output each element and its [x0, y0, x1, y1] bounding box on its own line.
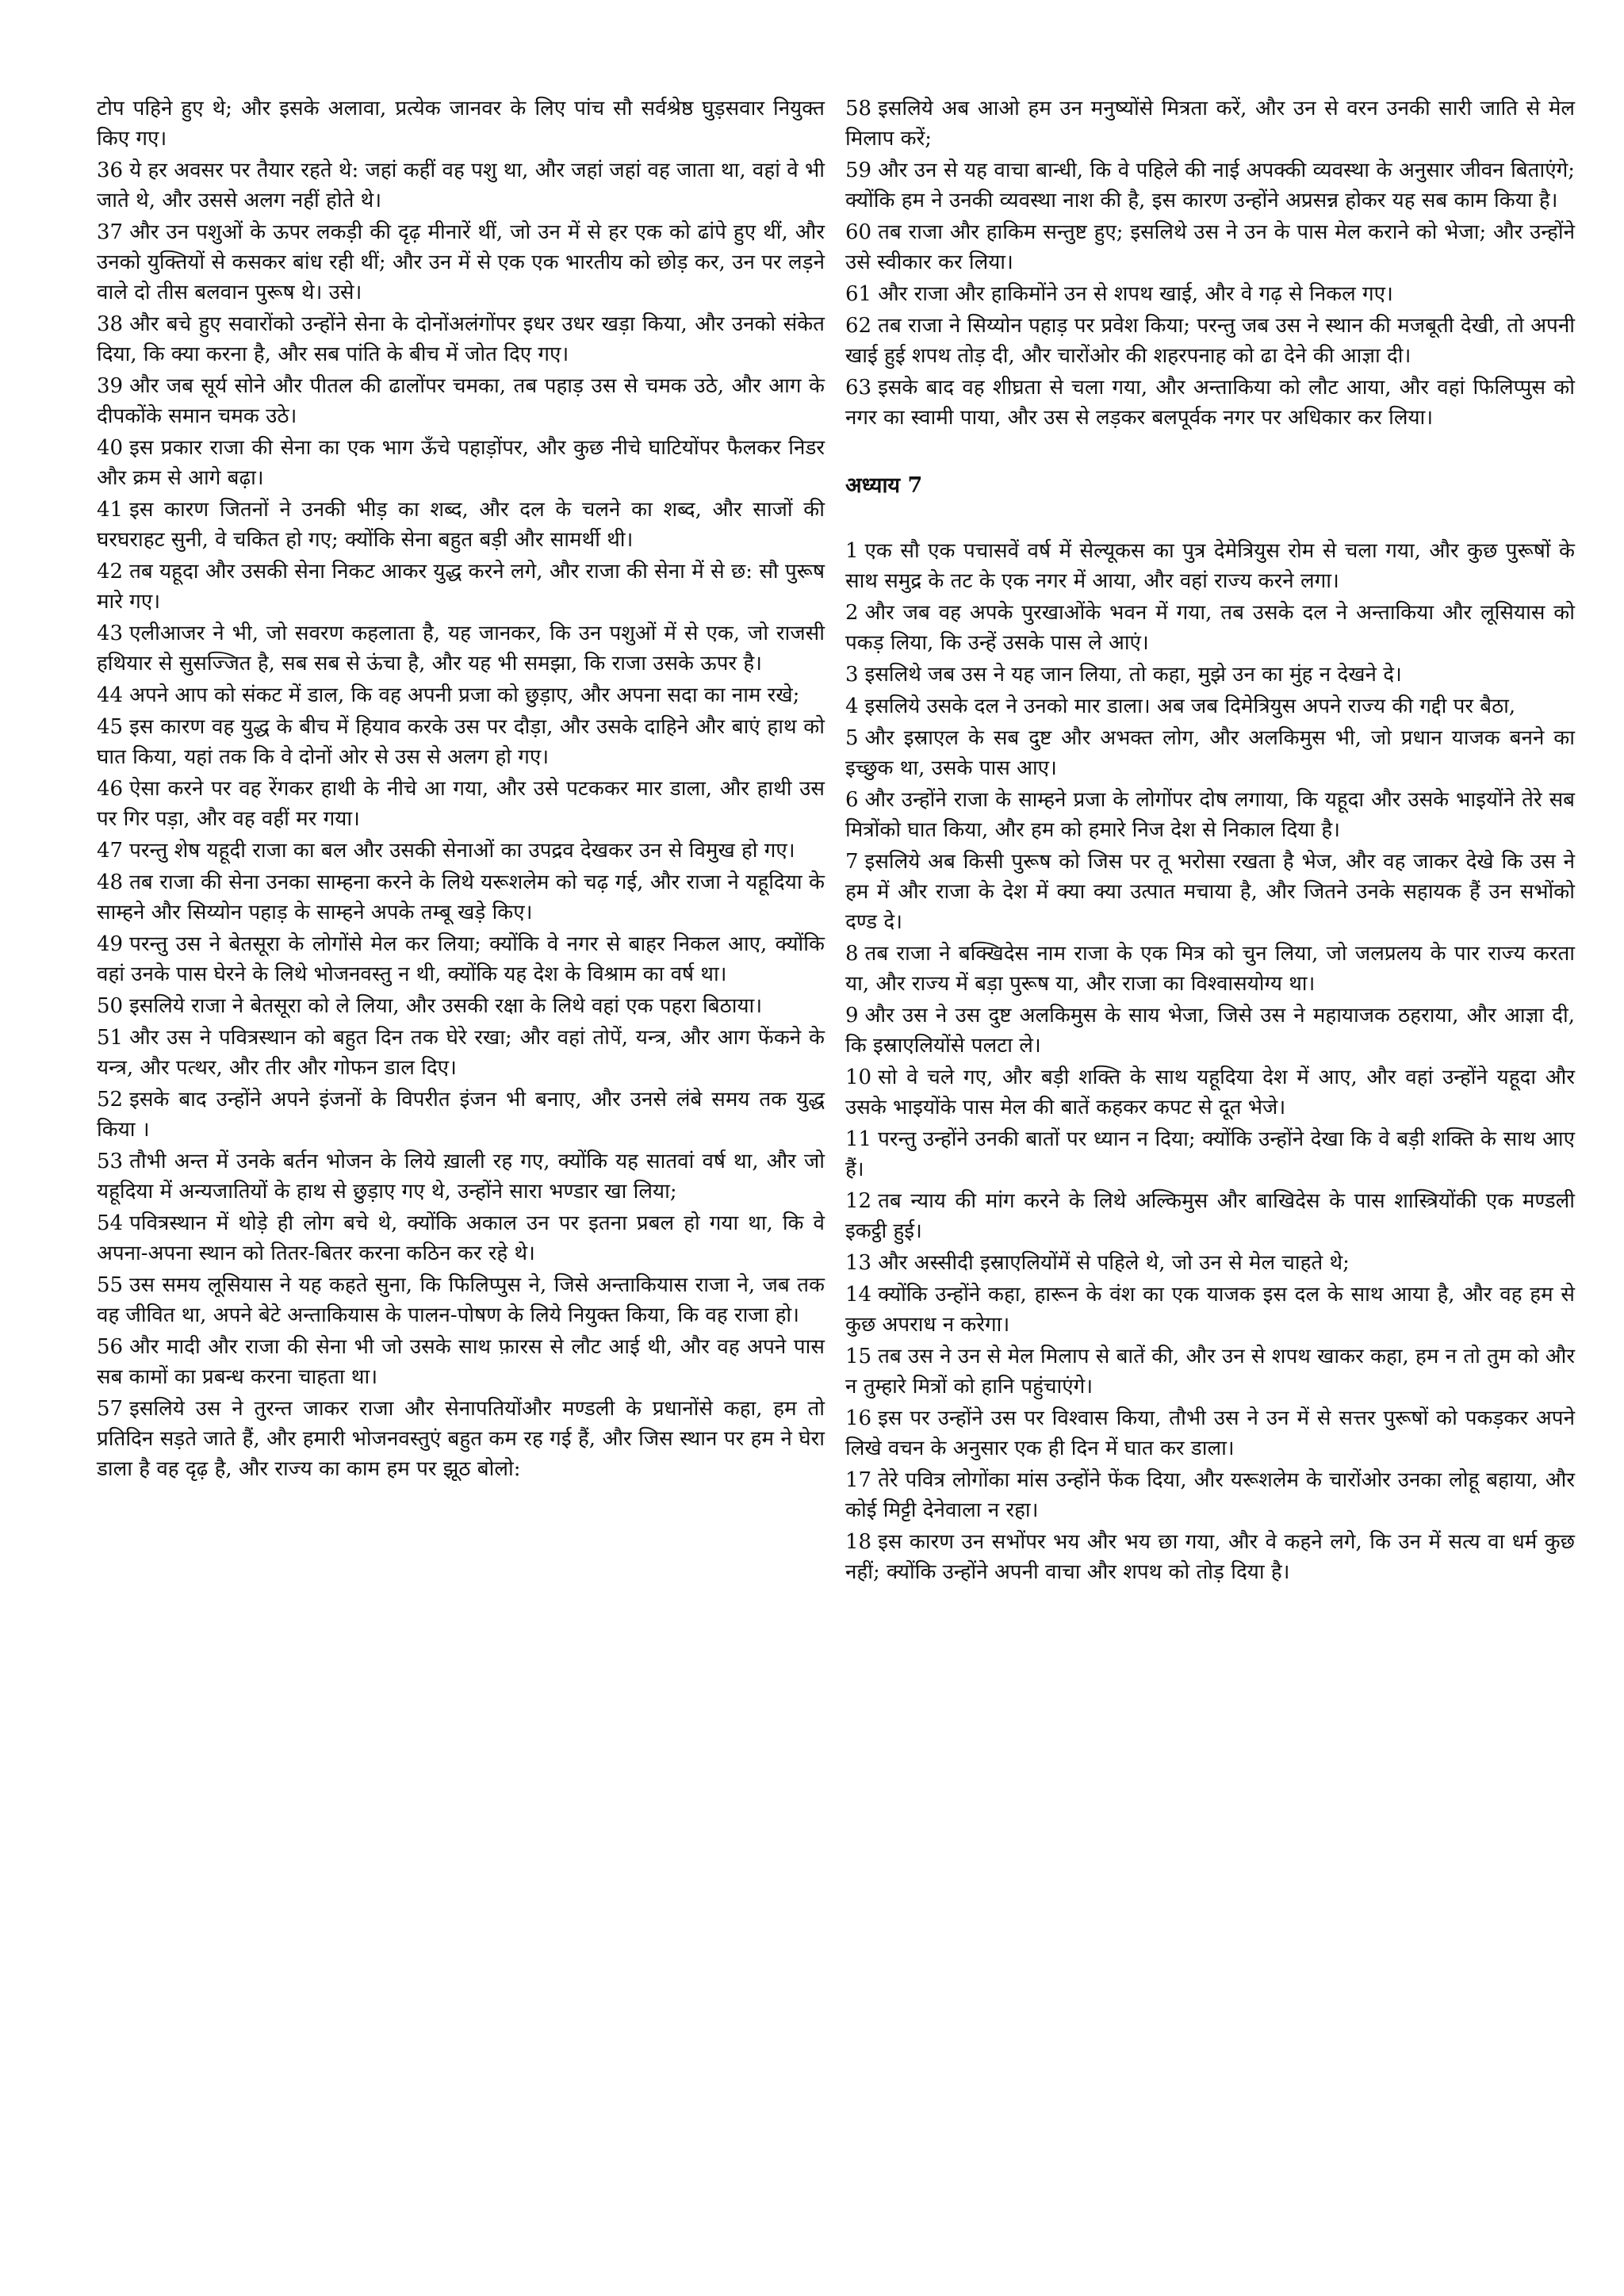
verse-text: और उस ने उस दुष्ट अलकिमुस के साय भेजा, जिसे उस ने महायाजक ठहराया, और आज्ञा दी, कि इस्राएलियोंसे पलटा ले। — [845, 1004, 1575, 1058]
right-column — [845, 94, 1575, 1589]
verse-text: और इस्राएल के सब दुष्ट और अभक्त लोग, और अलकिमुस भी, जो प्रधान याजक बनने का इच्छुक था, उसके पास आए। — [845, 726, 1575, 780]
verse — [845, 155, 1575, 216]
verse-text: तब न्याय की मांग करने के लिथे अल्किमुस और बाखिदेस के पास शास्त्रियोंकी एक मण्डली इकट्ठी हुई। — [845, 1189, 1575, 1243]
verse-text: इस पर उन्होंने उस पर विश्वास किया, तौभी उस ने उन में से सत्तर पुरूषों को पकड़कर अपने लिखे वचन के अनुसार एक ही दिन में घात कर डाला। — [845, 1406, 1575, 1460]
verse — [845, 1062, 1575, 1123]
verse-number: 60 — [845, 220, 872, 244]
verse — [845, 598, 1575, 658]
verse-number: 11 — [845, 1127, 872, 1151]
verse-text: और मादी और राजा की सेना भी जो उसके साथ फ़ारस से लौट आई थी, और वह अपने पास सब कामों का प्रबन्ध करना चाहता था। — [97, 1335, 825, 1389]
verse-text: टोप पहिने हुए थे; और इसके अलावा, प्रत्येक जानवर के लिए पांच सौ सर्वश्रेष्ठ घुड़सवार नियुक्त किए गए। — [97, 97, 825, 151]
verse — [845, 1280, 1575, 1340]
verse — [845, 847, 1575, 937]
verse-text: इसके बाद उन्होंने अपने इंजनों के विपरीत इंजन भी बनाए, और उनसे लंबे समय तक युद्ध किया । — [97, 1088, 825, 1142]
right-column-verses-chapter-6 — [845, 94, 1575, 433]
verse — [97, 774, 825, 834]
verse-text: और उन्होंने राजा के साम्हने प्रजा के लोगोंपर दोष लगाया, कि यहूदा और उसके भाइयोंने तेरे सब मित्रोंको घात किया, और हम को हमारे निज देश से निकाल दिया है। — [845, 788, 1575, 842]
verse — [845, 217, 1575, 277]
verse-text: इसके बाद वह शीघ्रता से चला गया, और अन्ताकिया को लौट आया, और वहां फिलिप्पुस को नगर का स्वामी पाया, और उस से लड़कर बलपूर्वक नगर पर अधिकार कर लिया। — [845, 376, 1575, 430]
verse-text: और जब वह अपके पुरखाओंके भवन में गया, तब उसके दल ने अन्ताकिया और लूसियास को पकड़ लिया, कि उन्हें उसके पास ले आएं। — [845, 601, 1575, 655]
verse — [97, 94, 825, 154]
right-column-verses-chapter-7 — [845, 536, 1575, 1587]
verse-text: इसलिये उसके दल ने उनको मार डाला। अब जब दिमेत्रियुस अपने राज्य की गद्दी पर बैठा, — [864, 695, 1516, 718]
verse — [845, 939, 1575, 999]
verse-number: 63 — [845, 376, 872, 400]
verse-text: इस कारण जितनों ने उनकी भीड़ का शब्द, और दल के चलने का शब्द, और साजों की घरघराहट सुनी, वे चकित हो गए; क्योंकि सेना बहुत बड़ी और सामर्थी थी। — [97, 498, 825, 552]
verse-text: इसलिये अब आओ हम उन मनुष्योंसे मित्रता करें, और उन से वरन उनकी सारी जाति से मेल मिलाप करें; — [845, 97, 1575, 151]
verse-text: तब राजा और हाकिम सन्तुष्ट हुए; इसलिथे उस ने उन के पास मेल कराने को भेजा; और उन्होंने उसे स्वीकार कर लिया। — [845, 220, 1575, 274]
verse-number: 52 — [97, 1088, 124, 1112]
verse — [97, 991, 825, 1021]
verse — [97, 836, 825, 866]
verse-text: तब राजा की सेना उनका साम्हना करने के लिथे यरूशलेम को चढ़ गई, और राजा ने यहूदिया के साम्हने और सिय्योन पहाड़ के साम्हने अपके तम्बू खड़े किए। — [97, 871, 825, 924]
verse — [97, 618, 825, 679]
verse — [97, 680, 825, 710]
verse-text: पवित्रस्थान में थोड़े ही लोग बचे थे, क्योंकि अकाल उन पर इतना प्रबल हो गया था, कि वे अपना-अपना स्थान को तितर-बितर करना कठिन कर रहे थे। — [97, 1211, 825, 1265]
verse-number: 62 — [845, 314, 872, 338]
verse — [845, 785, 1575, 845]
verse-text: सो वे चले गए, और बड़ी शक्ति के साथ यहूदिया देश में आए, और वहां उन्होंने यहूदा और उसके भाइयोंके पास मेल की बातें कहकर कपट से दूत भेजे। — [845, 1066, 1575, 1119]
verse-number: 37 — [97, 220, 124, 244]
verse — [97, 1023, 825, 1083]
verse-text: तेरे पवित्र लोगोंका मांस उन्होंने फेंक दिया, और यरूशलेम के चारोंओर उनका लोहू बहाया, और कोई मिट्टी देनेवाला न रहा। — [845, 1468, 1575, 1522]
verse — [97, 867, 825, 928]
verse — [845, 1124, 1575, 1184]
verse-number: 49 — [97, 932, 124, 956]
verse-text: परन्तु उन्होंने उनकी बातों पर ध्यान न दिया; क्योंकि उन्होंने देखा कि वे बड़ी शक्ति के साथ आए हैं। — [845, 1127, 1575, 1181]
verse-number: 13 — [845, 1251, 872, 1275]
verse-number: 58 — [845, 97, 872, 121]
verse — [97, 1085, 825, 1145]
verse-text: इस कारण वह युद्ध के बीच में हियाव करके उस पर दौड़ा, और उसके दाहिने और बाएं हाथ को घात किया, यहां तक कि वे दोनों ओर से उस से अलग हो गए। — [97, 715, 825, 769]
verse — [845, 311, 1575, 371]
verse-number: 55 — [97, 1273, 124, 1297]
verse — [97, 155, 825, 216]
verse-text: एलीआजर ने भी, जो सवरण कहलाता है, यह जानकर, कि उन पशुओं में से एक, जो राजसी हथियार से सुसज्जित है, सब सब से ऊंचा है, और यह भी समझा, कि राजा उसके ऊपर है। — [97, 622, 825, 675]
verse-number: 54 — [97, 1211, 124, 1235]
verse-number: 8 — [845, 942, 859, 966]
verse — [97, 929, 825, 989]
verse-text: परन्तु शेष यहूदी राजा का बल और उसकी सेनाओं का उपद्रव देखकर उन से विमुख हो गए। — [129, 839, 795, 863]
verse — [845, 536, 1575, 596]
verse — [845, 1465, 1575, 1525]
verse-number: 50 — [97, 994, 124, 1018]
verse — [97, 433, 825, 493]
verse-number: 4 — [845, 695, 859, 718]
verse-text: और उन पशुओं के ऊपर लकड़ी की दृढ़ मीनारें थीं, जो उन में से हर एक को ढांपे हुए थीं, और उनको युक्तियों से कसकर बांध रही थीं; और उन में से एक एक भारतीय को छोड़ कर, उन पर लड़ने वाले दो तीस बलवान पुरूष थे। उसे। — [97, 220, 825, 304]
verse — [97, 1394, 825, 1484]
verse-number: 56 — [97, 1335, 124, 1359]
verse-text: ऐसा करने पर वह रेंगकर हाथी के नीचे आ गया, और उसे पटककर मार डाला, और हाथी उस पर गिर पड़ा, और वह वहीं मर गया। — [97, 777, 825, 831]
verse-text: और जब सूर्य सोने और पीतल की ढालोंपर चमका, तब पहाड़ उस से चमक उठे, और आग के दीपकोंके समान चमक उठे। — [97, 374, 825, 428]
verse-number: 1 — [845, 539, 859, 563]
verse-number: 61 — [845, 282, 872, 306]
verse-number: 3 — [845, 663, 859, 687]
verse — [97, 1332, 825, 1392]
verse-text: इस प्रकार राजा की सेना का एक भाग ऊँचे पहाड़ोंपर, और कुछ नीचे घाटियोंपर फैलकर निडर और क्रम से आगे बढ़ा। — [97, 436, 825, 490]
verse-text: इसलिये उस ने तुरन्त जाकर राजा और सेनापतियोंऔर मण्डली के प्रधानोंसे कहा, हम तो प्रतिदिन सड़ते जाते हैं, और हमारी भोजनवस्तुएं बहुत कम रह गई हैं, और जिस स्थान पर हम ने घेरा डाला है वह दृढ़ है, और राज्य का काम हम पर झूठ बोलो: — [97, 1397, 825, 1481]
verse-number: 12 — [845, 1189, 872, 1213]
verse-number: 48 — [97, 871, 124, 894]
verse — [845, 660, 1575, 690]
left-column — [97, 94, 825, 1486]
verse-number: 7 — [845, 850, 859, 874]
verse — [845, 1248, 1575, 1278]
verse — [845, 723, 1575, 783]
verse — [845, 691, 1575, 721]
verse — [97, 495, 825, 555]
verse-text: एक सौ एक पचासवें वर्ष में सेल्यूकस का पुत्र देमेत्रियुस रोम से चला गया, और कुछ पुरूषों के साथ समुद्र के तट के एक नगर में आया, और वहां राज्य करने लगा। — [845, 539, 1575, 593]
verse — [845, 373, 1575, 433]
verse — [97, 371, 825, 431]
verse-text: परन्तु उस ने बेतसूरा के लोगोंसे मेल कर लिया; क्योंकि वे नगर से बाहर निकल आए, क्योंकि वहां उनके पास घेरने के लिथे भोजनवस्तु न थी, क्योंकि यह देश के विश्राम का वर्ष था। — [97, 932, 825, 986]
verse-text: तब राजा ने बक्खिदेस नाम राजा के एक मित्र को चुन लिया, जो जलप्रलय के पार राज्य करता या, और राज्य में बड़ा पुरूष या, और राजा का विश्वासयोग्य था। — [845, 942, 1575, 996]
verse-number: 47 — [97, 839, 124, 863]
verse-number: 45 — [97, 715, 124, 739]
verse — [845, 1341, 1575, 1402]
verse-number: 44 — [97, 683, 124, 707]
verse-number: 59 — [845, 159, 872, 182]
verse — [97, 712, 825, 772]
verse-number: 18 — [845, 1530, 872, 1554]
verse-number: 5 — [845, 726, 859, 750]
verse-text: ये हर अवसर पर तैयार रहते थे: जहां कहीं वह पशु था, और जहां जहां वह जाता था, वहां वे भी जाते थे, और उससे अलग नहीं होते थे। — [97, 159, 825, 212]
verse-number: 39 — [97, 374, 124, 398]
verse-number: 38 — [97, 312, 124, 336]
verse-text: तब यहूदा और उसकी सेना निकट आकर युद्ध करने लगे, और राजा की सेना में से छ: सौ पुरूष मारे गए। — [97, 560, 825, 614]
verse-number: 14 — [845, 1283, 872, 1307]
verse-number: 53 — [97, 1150, 124, 1173]
chapter-heading: अध्याय 7 — [845, 473, 923, 498]
verse-text: और उन से यह वाचा बान्धी, कि वे पहिले की नाई अपक्की व्यवस्था के अनुसार जीवन बिताएंगे; क्योंकि हम ने उनकी व्यवस्था नाश की है, इस कारण उन्होंने अप्रसन्न होकर यह सब काम किया है। — [845, 159, 1575, 212]
verse — [97, 1208, 825, 1269]
verse-text: उस समय लूसियास ने यह कहते सुना, कि फिलिप्पुस ने, जिसे अन्ताकियास राजा ने, जब तक वह जीवित था, अपने बेटे अन्ताकियास के पालन-पोषण के लिये नियुक्त किया, कि वह राजा हो। — [97, 1273, 825, 1327]
verse — [97, 309, 825, 369]
verse-number: 6 — [845, 788, 859, 812]
verse — [845, 1527, 1575, 1587]
verse — [845, 1403, 1575, 1464]
verse-text: इसलिथे जब उस ने यह जान लिया, तो कहा, मुझे उन का मुंह न देखने दे। — [864, 663, 1402, 687]
verse-text: और राजा और हाकिमोंने उन से शपथ खाई, और वे गढ़ से निकल गए। — [878, 282, 1393, 306]
verse-text: इस कारण उन सभोंपर भय और भय छा गया, और वे कहने लगे, कि उन में सत्य वा धर्म कुछ नहीं; क्योंकि उन्होंने अपनी वाचा और शपथ को तोड़ दिया है। — [845, 1530, 1575, 1584]
verse-number: 16 — [845, 1406, 872, 1430]
verse-number: 10 — [845, 1066, 872, 1089]
verse-text: तब राजा ने सिय्योन पहाड़ पर प्रवेश किया; परन्तु जब उस ने स्थान की मजबूती देखी, तो अपनी खाई हुई शपथ तोड़ दी, और चारोंओर की शहरपनाह को ढा देने की आज्ञा दी। — [845, 314, 1575, 368]
verse — [97, 217, 825, 308]
verse — [845, 1001, 1575, 1061]
verse-text: तौभी अन्त में उनके बर्तन भोजन के लिये ख़ाली रह गए, क्योंकि यह सातवां वर्ष था, और जो यहूदिया में अन्यजातियों के हाथ से छुड़ाए गए थे, उन्होंने सारा भण्डार खा लिया; — [97, 1150, 825, 1203]
verse-number: 57 — [97, 1397, 124, 1421]
verse-number: 36 — [97, 159, 124, 182]
verse-text: इसलिये राजा ने बेतसूरा को ले लिया, और उसकी रक्षा के लिथे वहां एक पहरा बिठाया। — [129, 994, 763, 1018]
verse-number: 41 — [97, 498, 124, 522]
verse-text: और उस ने पवित्रस्थान को बहुत दिन तक घेरे रखा; और वहां तोपें, यन्त्र, और आग फेंकने के यन्त्र, और पत्थर, और तीर और गोफन डाल दिए। — [97, 1026, 825, 1080]
verse-text: इसलिये अब किसी पुरूष को जिस पर तू भरोसा रखता है भेज, और वह जाकर देखे कि उस ने हम में और राजा के देश में क्या क्या उत्पात मचाया है, और जितने उनके सहायक हैं उन सभोंको दण्ड दे। — [845, 850, 1575, 934]
verse — [845, 1186, 1575, 1246]
verse — [97, 557, 825, 617]
verse — [97, 1270, 825, 1330]
verse-text: क्योंकि उन्होंने कहा, हारून के वंश का एक याजक इस दल के साथ आया है, और वह हम से कुछ अपराध न करेगा। — [845, 1283, 1575, 1337]
verse-text: तब उस ने उन से मेल मिलाप से बातें की, और उन से शपथ खाकर कहा, हम न तो तुम को और न तुम्हारे मित्रों को हानि पहुंचाएंगे। — [845, 1345, 1575, 1399]
verse-number: 17 — [845, 1468, 872, 1492]
verse — [845, 94, 1575, 154]
verse-text: और अस्सीदी इस्राएलियोंमें से पहिले थे, जो उन से मेल चाहते थे; — [878, 1251, 1350, 1275]
verse — [845, 279, 1575, 309]
verse-number: 15 — [845, 1345, 872, 1368]
verse-number: 2 — [845, 601, 859, 625]
verse-text: और बचे हुए सवारोंको उन्होंने सेना के दोनोंअलंगोंपर इधर उधर खड़ा किया, और उनको संकेत दिया, कि क्या करना है, और सब पांति के बीच में जोत दिए गए। — [97, 312, 825, 366]
verse-number: 51 — [97, 1026, 124, 1050]
verse-number: 40 — [97, 436, 124, 460]
verse-number: 43 — [97, 622, 124, 645]
verse-text: अपने आप को संकट में डाल, कि वह अपनी प्रजा को छुड़ाए, और अपना सदा का नाम रखे; — [129, 683, 800, 707]
verse-number: 9 — [845, 1004, 859, 1027]
verse — [97, 1146, 825, 1207]
verse-number: 46 — [97, 777, 124, 801]
verse-number: 42 — [97, 560, 124, 584]
